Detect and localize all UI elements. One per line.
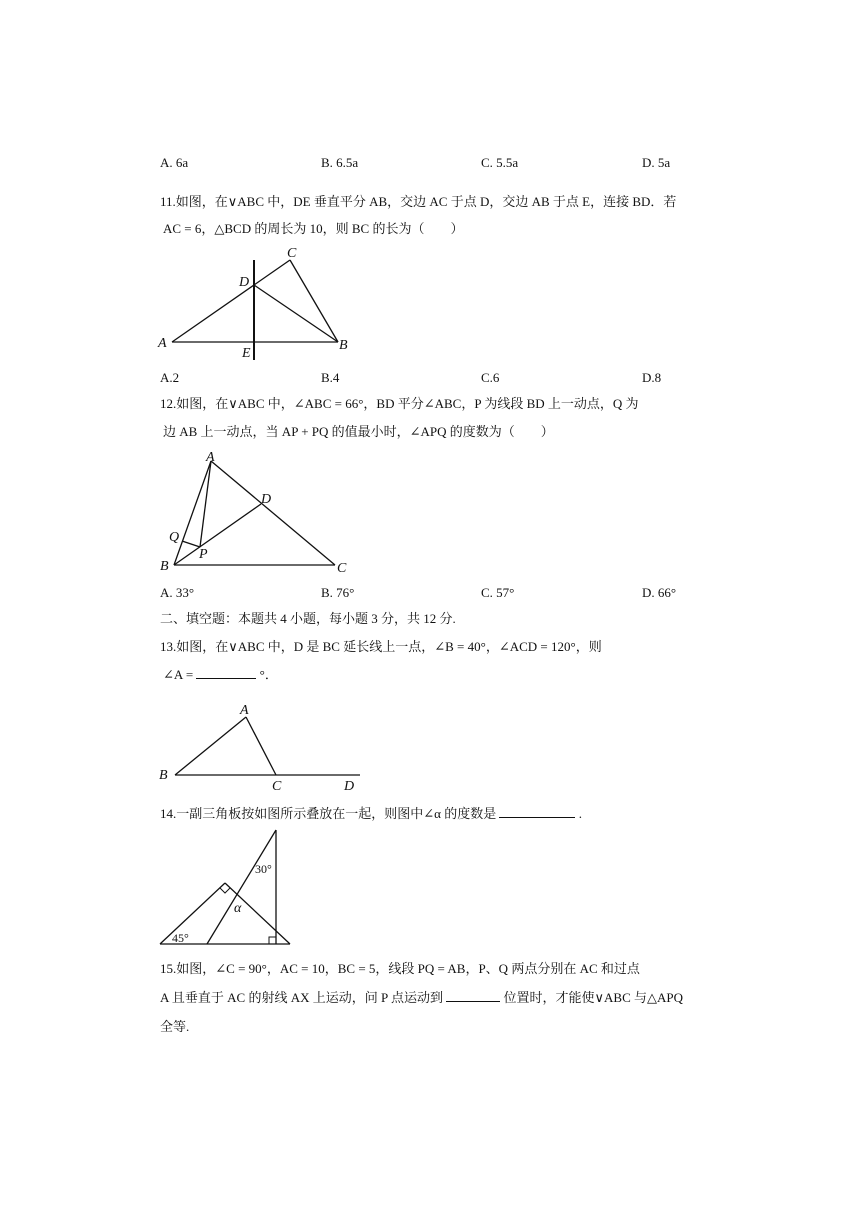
q10-option-a: A. 6a	[160, 155, 189, 170]
q13-stem-line1: 13.如图，在∨ABC 中，D 是 BC 延长线上一点，∠B = 40°，∠ACD = 120°，则	[160, 639, 602, 654]
q14-line1-pre: 14.一副三角板按如图所示叠放在一起，则图中∠α 的度数是	[160, 806, 497, 821]
q12-label-c: C	[337, 561, 347, 576]
q12-label-p: P	[199, 547, 208, 562]
q11-option-b: B.4	[321, 370, 340, 385]
q11-stem-line2: AC = 6，△BCD 的周长为 10，则 BC 的长为（ ）	[163, 221, 464, 236]
q11-stem-line1: 11.如图，在∨ABC 中，DE 垂直平分 AB，交边 AC 于点 D，交边 AB 于点 E，连接 BD．若	[160, 194, 677, 209]
q12-stem-line2: 边 AB 上一动点，当 AP + PQ 的值最小时，∠APQ 的度数为（ ）	[163, 424, 554, 439]
q13-figure	[150, 695, 370, 795]
q11-option-d: D.8	[642, 370, 662, 385]
q12-option-a: A. 33°	[160, 585, 195, 600]
q11-label-b: B	[339, 338, 348, 353]
q11-figure	[150, 240, 360, 365]
q11-label-c: C	[287, 246, 297, 261]
q12-option-d: D. 66°	[642, 585, 677, 600]
q15-stem-line2	[160, 989, 683, 1007]
q14-label-alpha: α	[234, 901, 242, 916]
q13-answer-blank[interactable]	[196, 666, 256, 679]
q13-line2-post: °．	[259, 667, 278, 682]
q13-label-a: A	[240, 703, 249, 718]
q15-answer-blank[interactable]	[446, 989, 500, 1002]
q11-label-d: D	[239, 275, 250, 290]
q15-stem-line3: 全等.	[160, 1019, 190, 1034]
q14-answer-blank[interactable]	[499, 805, 575, 818]
q15-stem-line1: 15.如图，∠C = 90°，AC = 10，BC = 5，线段 PQ = AB，P、Q 两点分别在 AC 和过点	[160, 961, 640, 976]
q11-label-a: A	[158, 336, 167, 351]
q13-label-c: C	[272, 779, 282, 794]
q14-stem-line1	[160, 805, 582, 823]
q13-line2-pre: ∠A =	[163, 667, 194, 682]
q10-option-d: D. 5a	[642, 155, 671, 170]
q14-figure	[150, 825, 310, 955]
q11-option-a: A.2	[160, 370, 180, 385]
q14-label-30: 30°	[255, 862, 272, 876]
q13-label-d: D	[344, 779, 355, 794]
q15-line2-pre: A 且垂直于 AC 的射线 AX 上运动，问 P 点运动到	[160, 990, 444, 1005]
q15-line2-post: 位置时，才能使∨ABC 与△APQ	[503, 990, 684, 1005]
q12-option-b: B. 76°	[321, 585, 355, 600]
q10-option-c: C. 5.5a	[481, 155, 519, 170]
q11-label-e: E	[242, 346, 251, 361]
q13-stem-line2	[163, 666, 278, 684]
section-2-title: 二、填空题：本题共 4 小题，每小题 3 分，共 12 分.	[160, 611, 456, 626]
q12-option-c: C. 57°	[481, 585, 515, 600]
q14-label-45: 45°	[172, 931, 189, 945]
q12-stem-line1: 12.如图，在∨ABC 中，∠ABC = 66°，BD 平分∠ABC，P 为线段 BD 上一动点，Q 为	[160, 396, 639, 411]
q13-label-b: B	[159, 768, 168, 783]
q11-option-c: C.6	[481, 370, 500, 385]
q14-line1-post: .	[578, 806, 582, 821]
q12-figure	[150, 445, 360, 580]
q12-label-d: D	[261, 492, 272, 507]
q12-label-q: Q	[169, 530, 180, 545]
q12-label-b: B	[160, 559, 169, 574]
q10-option-b: B. 6.5a	[321, 155, 359, 170]
q12-label-a: A	[206, 450, 215, 465]
